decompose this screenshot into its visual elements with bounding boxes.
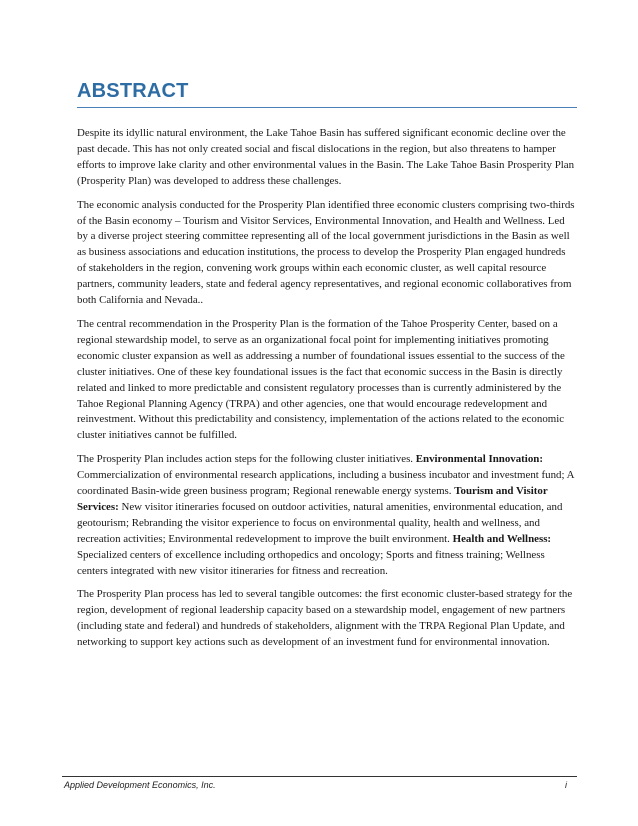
footer-page-number: i — [565, 780, 567, 790]
page-title: ABSTRACT — [77, 80, 189, 102]
paragraph-3: The central recommendation in the Prosperity Plan is the formation of the Tahoe Prosperity Center, based on a regional stewardship model, to serve as an organizational focal point for implementing initiatives promoting economic cluster expansion as well as addressing a number of foundational issues essential to the success of the cluster initiatives. One of these key foundational issues is the fact that economic success in the Basin is directly related and linked to more predictable and consistent regulatory processes than is currently administered by the Tahoe Regional Planning Agency (TRPA) and other agencies, one that would encourage redevelopment and reinvestment. Without this predictability and consistency, implementation of the actions related to the economic cluster initiatives cannot be fulfilled. — [77, 317, 565, 442]
footer-company: Applied Development Economics, Inc. — [64, 780, 216, 790]
env-innovation-label: Environmental Innovation: — [415, 453, 543, 466]
paragraph-1: Despite its idyllic natural environment, the Lake Tahoe Basin has suffered significant economic decline over the past decade. This has not only created social and fiscal dislocations in the region, but also threatens to hamper efforts to improve lake clarity and other environmental values in the Basin. The Lake Tahoe Basin Prosperity Plan (Prosperity Plan) was developed to address these challenges. — [77, 127, 575, 187]
tourism-label: Tourism and Visitor Services: — [77, 485, 548, 513]
paragraph-2: The economic analysis conducted for the Prosperity Plan identified three economic clusters comprising two-thirds of the Basin economy – Tourism and Visitor Services, Environmental Innovation, and Health and Wellness. Led by a diverse project steering committee representing all of the local government jurisdictions in the Basin as well as business associations and education institutions, the process to develop the Prosperity Plan engaged hundreds of stakeholders in the region, convening work groups within each economic cluster, as well capital resource partners, community leaders, state and federal agency representatives, and regional economic collaboratives from both California and Nevada.. — [77, 198, 575, 307]
p4-intro: The Prosperity Plan includes action steps for the following cluster initiatives. — [77, 453, 416, 466]
tourism-text: New visitor itineraries focused on outdoor activities, natural amenities, environmental education, and geotourism; Rebranding the visitor experience to focus on environmental quality, health and wellness, and recreation activities; Environmental redevelopment to improve the built environment. — [77, 500, 563, 545]
footer-divider — [62, 776, 577, 777]
paragraph-4 — [77, 452, 577, 579]
abstract-body — [77, 126, 577, 659]
paragraph-5: The Prosperity Plan process has led to several tangible outcomes: the first economic cluster-based strategy for the region, development of regional leadership capacity based on a stewardship model, engagement of new partners (including state and federal) and hundreds of stakeholders, alignment with the TRPA Regional Plan Update, and networking to support key actions such as development of an investment fund for environmental innovation. — [77, 588, 573, 649]
title-underline — [77, 107, 577, 108]
health-text: Specialized centers of excellence including orthopedics and oncology; Sports and fitness training; Wellness centers integrated with new visitor itineraries for fitness and recreation. — [77, 548, 545, 577]
health-label: Health and Wellness: — [452, 532, 552, 545]
env-innovation-text: Commercialization of environmental research applications, including a business incubator and investment fund; A coordinated Basin-wide green business program; Regional renewable energy systems. — [77, 469, 574, 498]
